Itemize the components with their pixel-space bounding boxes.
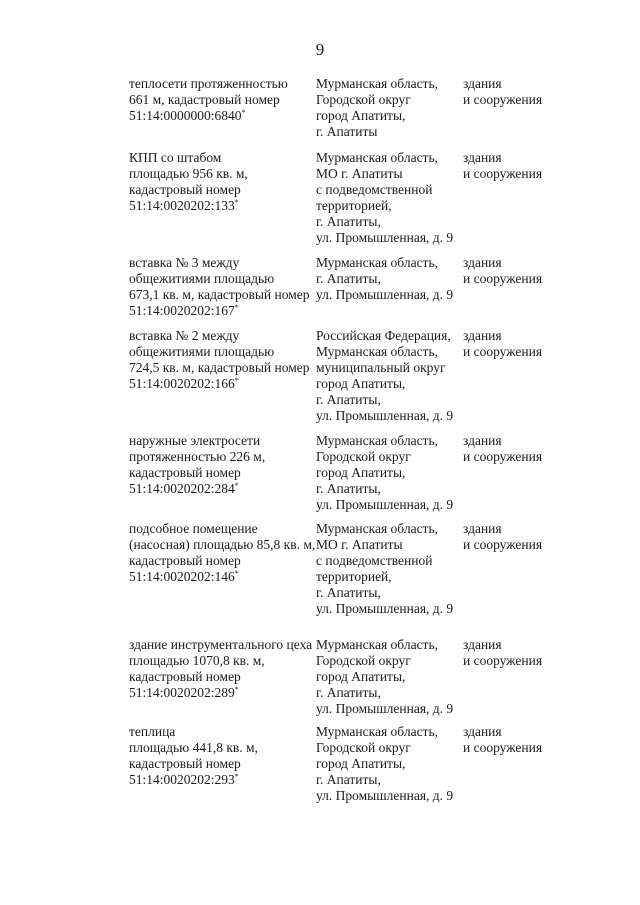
object-type-line: здания: [463, 637, 502, 652]
object-type-line: здания: [463, 724, 502, 739]
object-location-line: г. Апатиты,: [316, 685, 381, 700]
object-location-line: г. Апатиты,: [316, 271, 381, 286]
footnote-mark: *: [234, 569, 239, 578]
object-description-line: кадастровый номер: [129, 182, 241, 197]
object-description-line: вставка № 2 между: [129, 328, 240, 343]
object-location: [316, 76, 438, 140]
object-type: [463, 76, 542, 108]
object-description-line: кадастровый номер: [129, 756, 241, 771]
object-type-line: и сооружения: [463, 537, 543, 552]
object-description-line: 51:14:0020202:289*: [129, 685, 239, 700]
object-description-line: общежитиями площадью: [129, 344, 275, 359]
object-type-line: и сооружения: [463, 271, 543, 286]
footnote-mark: *: [234, 376, 239, 385]
object-location-line: ул. Промышленная, д. 9: [316, 408, 454, 423]
object-location-line: г. Апатиты,: [316, 481, 381, 496]
object-location: [316, 328, 453, 424]
object-location-line: Городской округ: [316, 92, 411, 107]
object-description: [129, 76, 288, 124]
object-location-line: г. Апатиты,: [316, 214, 381, 229]
object-description-line: кадастровый номер: [129, 669, 241, 684]
object-location-line: Городской округ: [316, 740, 411, 755]
object-location-line: ул. Промышленная, д. 9: [316, 287, 454, 302]
object-location-line: Мурманская область,: [316, 76, 438, 91]
footnote-mark: *: [234, 198, 239, 207]
object-location: [316, 521, 453, 617]
object-type-line: здания: [463, 255, 502, 270]
object-location-line: город Апатиты,: [316, 756, 406, 771]
object-description-line: 673,1 кв. м, кадастровый номер: [129, 287, 310, 302]
object-location-line: город Апатиты,: [316, 108, 406, 123]
footnote-mark: *: [234, 303, 239, 312]
object-description-line: 51:14:0020202:146*: [129, 569, 239, 584]
object-type: [463, 433, 542, 465]
object-type: [463, 328, 542, 360]
object-location-line: ул. Промышленная, д. 9: [316, 601, 454, 616]
object-description: [129, 724, 258, 788]
object-location-line: город Апатиты,: [316, 376, 406, 391]
object-location-line: г. Апатиты,: [316, 392, 381, 407]
object-description: [129, 637, 312, 701]
object-description-line: здание инструментального цеха: [129, 637, 313, 652]
object-type: [463, 724, 542, 756]
object-description-line: подсобное помещение: [129, 521, 258, 536]
object-location-line: город Апатиты,: [316, 465, 406, 480]
object-description-line: теплица: [129, 724, 176, 739]
object-type-line: здания: [463, 521, 502, 536]
footnote-mark: *: [234, 481, 239, 490]
object-location-line: с подведомственной: [316, 553, 433, 568]
object-location: [316, 724, 453, 804]
object-location-line: город Апатиты,: [316, 669, 406, 684]
object-description-line: площадью 1070,8 кв. м,: [129, 653, 265, 668]
object-description: [129, 150, 248, 214]
object-location-line: Мурманская область,: [316, 344, 438, 359]
object-type-line: и сооружения: [463, 740, 543, 755]
object-location-line: муниципальный округ: [316, 360, 446, 375]
object-description-line: наружные электросети: [129, 433, 261, 448]
object-location-line: МО г. Апатиты: [316, 537, 403, 552]
object-type-line: и сооружения: [463, 344, 543, 359]
footnote-mark: *: [241, 108, 246, 117]
object-description-line: теплосети протяженностью: [129, 76, 288, 91]
object-location-line: ул. Промышленная, д. 9: [316, 788, 454, 803]
object-description: [129, 433, 265, 497]
object-location-line: Мурманская область,: [316, 433, 438, 448]
object-description-line: общежитиями площадью: [129, 271, 275, 286]
object-type: [463, 637, 542, 669]
object-location-line: ул. Промышленная, д. 9: [316, 230, 454, 245]
footnote-mark: *: [234, 685, 239, 694]
object-description-line: 724,5 кв. м, кадастровый номер: [129, 360, 310, 375]
object-location-line: г. Апатиты,: [316, 585, 381, 600]
object-description-line: 51:14:0020202:293*: [129, 772, 239, 787]
object-location: [316, 637, 453, 717]
object-description-line: площадью 956 кв. м,: [129, 166, 248, 181]
object-location: [316, 433, 453, 513]
object-location-line: Мурманская область,: [316, 150, 438, 165]
object-description-line: 51:14:0020202:133*: [129, 198, 239, 213]
object-location-line: Российская Федерация,: [316, 328, 451, 343]
object-location-line: г. Апатиты,: [316, 772, 381, 787]
object-type-line: здания: [463, 328, 502, 343]
object-type-line: здания: [463, 150, 502, 165]
object-location-line: Мурманская область,: [316, 637, 438, 652]
object-type: [463, 255, 542, 287]
object-type: [463, 150, 542, 182]
object-location: [316, 150, 453, 246]
object-location-line: Мурманская область,: [316, 724, 438, 739]
object-location-line: с подведомственной: [316, 182, 433, 197]
object-description-line: кадастровый номер: [129, 465, 241, 480]
object-location-line: Мурманская область,: [316, 255, 438, 270]
object-location-line: территорией,: [316, 198, 392, 213]
object-location-line: г. Апатиты: [316, 124, 378, 139]
object-location-line: Городской округ: [316, 653, 411, 668]
page-number: 9: [315, 40, 325, 59]
object-location-line: Городской округ: [316, 449, 411, 464]
object-description-line: протяженностью 226 м,: [129, 449, 266, 464]
object-description-line: КПП со штабом: [129, 150, 222, 165]
object-description-line: площадью 441,8 кв. м,: [129, 740, 258, 755]
object-type-line: и сооружения: [463, 92, 543, 107]
object-description-line: 661 м, кадастровый номер: [129, 92, 280, 107]
object-description-line: 51:14:0000000:6840*: [129, 108, 246, 123]
object-description-line: кадастровый номер: [129, 553, 241, 568]
object-type-line: здания: [463, 76, 502, 91]
object-location-line: ул. Промышленная, д. 9: [316, 497, 454, 512]
object-type-line: здания: [463, 433, 502, 448]
object-location-line: Мурманская область,: [316, 521, 438, 536]
object-description-line: (насосная) площадью 85,8 кв. м,: [129, 537, 316, 552]
object-location: [316, 255, 453, 303]
object-description-line: 51:14:0020202:167*: [129, 303, 239, 318]
object-description-line: 51:14:0020202:166*: [129, 376, 239, 391]
object-type-line: и сооружения: [463, 449, 543, 464]
footnote-mark: *: [234, 772, 239, 781]
object-type-line: и сооружения: [463, 653, 543, 668]
object-location-line: ул. Промышленная, д. 9: [316, 701, 454, 716]
object-location-line: территорией,: [316, 569, 392, 584]
object-description-line: 51:14:0020202:284*: [129, 481, 239, 496]
object-description: [129, 521, 315, 585]
object-description-line: вставка № 3 между: [129, 255, 240, 270]
object-type: [463, 521, 542, 553]
object-type-line: и сооружения: [463, 166, 543, 181]
object-location-line: МО г. Апатиты: [316, 166, 403, 181]
object-description: [129, 328, 310, 392]
object-description: [129, 255, 310, 319]
